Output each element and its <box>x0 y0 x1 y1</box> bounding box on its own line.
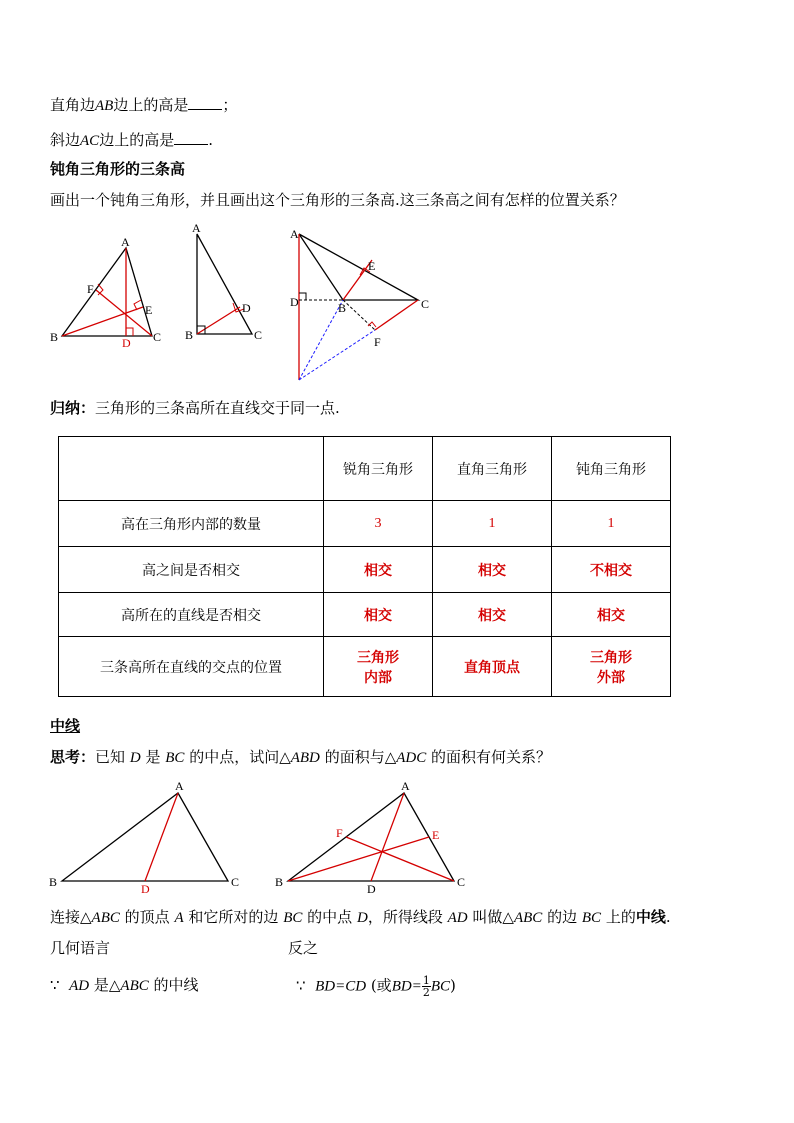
label-e: E <box>145 303 153 317</box>
header-obtuse: 钝角三角形 <box>552 437 671 501</box>
table-row: 三条高所在直线的交点的位置 三角形 内部 直角顶点 三角形 外部 <box>59 637 671 697</box>
median-definition: 连接△ABC 的顶点 A 和它所对的边 BC 的中点 D，所得线段 AD 叫做△ABC 的边 BC 上的中线. <box>50 908 671 926</box>
label-b: B <box>275 875 284 889</box>
header-right: 直角三角形 <box>433 437 552 501</box>
because-symbol: ∵ <box>296 976 306 995</box>
obtuse-triangle-figure <box>290 227 429 380</box>
label-a: A <box>192 221 201 235</box>
converse-label: 反之 <box>288 939 319 957</box>
label-b: B <box>338 301 347 315</box>
geometry-statement-1: ∵ AD 是△ABC 的中线 <box>50 976 199 994</box>
acute-triangle-figure <box>50 235 161 350</box>
heading-median: 中线 <box>50 717 81 735</box>
label-d: D <box>290 295 299 309</box>
label-c: C <box>421 297 430 311</box>
label-b: B <box>49 875 58 889</box>
segment-ac: AC <box>80 133 100 149</box>
label-c: C <box>153 330 162 344</box>
because-symbol: ∵ <box>50 976 60 994</box>
label-d: D <box>367 882 376 896</box>
label-a: A <box>175 779 184 793</box>
label-d: D <box>122 336 131 350</box>
answer-blank[interactable] <box>174 130 208 145</box>
altitude-summary-table <box>58 436 671 697</box>
label-d: D <box>141 882 150 896</box>
header-acute: 锐角三角形 <box>324 437 433 501</box>
label-f: F <box>374 335 381 349</box>
label-d: D <box>242 301 251 315</box>
label-f: F <box>336 826 343 840</box>
table-header-row <box>59 437 671 501</box>
geometry-statement-2: ∵ BD=CD (或BD= $\frac{1}{2}$ BC) <box>296 974 456 999</box>
term-median: 中线 <box>635 908 666 926</box>
prompt-draw-obtuse: 画出一个钝角三角形，并且画出这个三角形的三条高.这三条高之间有怎样的位置关系？ <box>50 191 625 209</box>
table-row: 高在三角形内部的数量 3 1 1 <box>59 501 671 547</box>
label-b: B <box>185 328 194 342</box>
median-left-figure <box>49 779 239 896</box>
label-a: A <box>290 227 299 241</box>
label-e: E <box>432 828 440 842</box>
label-c: C <box>457 875 466 889</box>
altitude-figures <box>0 220 460 390</box>
label-b: B <box>50 330 59 344</box>
label-c: C <box>254 328 263 342</box>
label-e: E <box>368 259 376 273</box>
segment-ab: AB <box>95 98 114 114</box>
table-row: 高所在的直线是否相交 相交 相交 相交 <box>59 593 671 637</box>
think-question: 思考：已知 D 是 BC 的中点，试问△ABD 的面积与△ADC 的面积有何关系？ <box>50 748 552 766</box>
line-leg-altitude: 直角边AB边上的高是 ； <box>50 96 238 114</box>
heading-obtuse-altitudes: 钝角三角形的三条高 <box>50 160 186 178</box>
fraction-one-half: $\frac{1}{2}$ <box>422 974 430 999</box>
geometry-language-label: 几何语言 <box>50 939 111 957</box>
answer-blank[interactable] <box>188 95 222 110</box>
label-a: A <box>401 779 410 793</box>
median-right-figure <box>275 779 465 896</box>
median-figures <box>0 775 480 900</box>
line-hypotenuse-altitude: 斜边AC边上的高是 . <box>50 131 213 149</box>
label-a: A <box>121 235 130 249</box>
label-f: F <box>87 282 94 296</box>
label-c: C <box>231 875 240 889</box>
table-row: 高之间是否相交 相交 相交 不相交 <box>59 547 671 593</box>
summary-line: 归纳：三角形的三条高所在直线交于同一点. <box>50 399 340 417</box>
right-triangle-figure <box>185 221 262 342</box>
